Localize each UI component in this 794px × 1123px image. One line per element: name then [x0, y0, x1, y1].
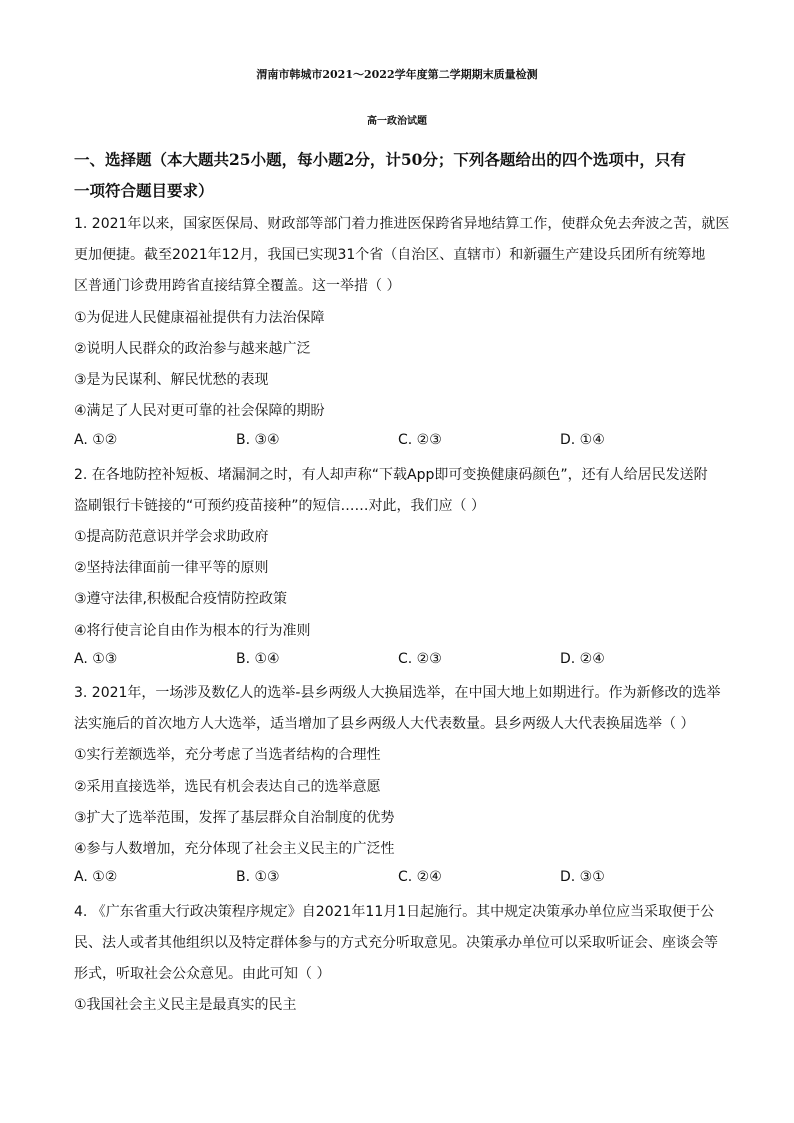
question-3-option-a: A. ①②: [74, 869, 118, 885]
question-1-stem-line-2: 更加便捷。截至2021年12月，我国已实现31个省（自治区、直辖市）和新疆生产建设兵团所有统筹地: [74, 247, 706, 263]
page-subtitle: 高一政治试题: [367, 116, 427, 127]
question-1-option-d: D. ①④: [560, 432, 605, 448]
question-3-item-1: ①实行差额选举，充分考虑了当选者结构的合理性: [74, 747, 381, 763]
question-2-item-2: ②坚持法律面前一律平等的原则: [74, 560, 269, 576]
question-3-option-b: B. ①③: [236, 869, 280, 885]
question-2-item-1: ①提高防范意识并学会求助政府: [74, 529, 269, 545]
question-4-stem-line-3: 形式，听取社会公众意见。由此可知（ ）: [74, 966, 331, 982]
question-4-item-1: ①我国社会主义民主是最真实的民主: [74, 997, 297, 1013]
question-1-stem-line-1: 1. 2021年以来，国家医保局、财政部等部门着力推进医保跨省异地结算工作，使群众免去奔波之苦，就医: [74, 216, 730, 232]
question-1-item-2: ②说明人民群众的政治参与越来越广泛: [74, 341, 311, 357]
question-2-stem-line-2: 盗刷银行卡链接的“可预约疫苗接种”的短信……对此，我们应（ ）: [74, 498, 485, 514]
question-3-option-c: C. ②④: [398, 869, 442, 885]
section-heading-line-2: 一项符合题目要求）: [74, 181, 214, 200]
question-2-item-4: ④将行使言论自由作为根本的行为准则: [74, 623, 311, 639]
section-heading-line-1: 一、选择题（本大题共25小题，每小题2分，计50分；下列各题给出的四个选项中，只有: [74, 150, 686, 169]
question-1-option-c: C. ②③: [398, 432, 442, 448]
question-4-stem-line-1: 4. 《广东省重大行政决策程序规定》自2021年11月1日起施行。其中规定决策承办单位应当采取便于公: [74, 904, 715, 920]
question-2-option-c: C. ②③: [398, 651, 442, 667]
question-1-item-1: ①为促进人民健康福祉提供有力法治保障: [74, 310, 325, 326]
question-1-stem-line-3: 区普通门诊费用跨省直接结算全覆盖。这一举措（ ）: [74, 278, 401, 294]
question-3-item-3: ③扩大了选举范围，发挥了基层群众自治制度的优势: [74, 810, 395, 826]
question-1-option-a: A. ①②: [74, 432, 118, 448]
question-2-item-3: ③遵守法律,积极配合疫情防控政策: [74, 591, 288, 607]
question-1-item-3: ③是为民谋利、解民忧愁的表现: [74, 372, 269, 388]
question-3-option-d: D. ③①: [560, 869, 605, 885]
section-heading: [74, 144, 726, 206]
question-2-option-b: B. ①④: [236, 651, 280, 667]
question-3-stem-line-2: 法实施后的首次地方人大选举，适当增加了县乡两级人大代表数量。县乡两级人大代表换届选举（ ）: [74, 716, 695, 732]
question-2-stem-line-1: 2. 在各地防控补短板、堵漏洞之时，有人却声称“下载App即可变换健康码颜色”，还有人给居民发送附: [74, 467, 708, 483]
question-3-item-4: ④参与人数增加，充分体现了社会主义民主的广泛性: [74, 841, 395, 857]
question-1-item-4: ④满足了人民对更可靠的社会保障的期盼: [74, 403, 325, 419]
question-1-option-b: B. ③④: [236, 432, 280, 448]
page-title: 渭南市韩城市2021～2022学年度第二学期期末质量检测: [256, 68, 538, 81]
question-3-item-2: ②采用直接选举，选民有机会表达自己的选举意愿: [74, 779, 381, 795]
question-3-stem-line-1: 3. 2021年，一场涉及数亿人的选举-县乡两级人大换届选举，在中国大地上如期进行。作为新修改的选举: [74, 685, 721, 701]
question-2-option-a: A. ①③: [74, 651, 118, 667]
question-4-stem-line-2: 民、法人或者其他组织以及特定群体参与的方式充分听取意见。决策承办单位可以采取听证会、座谈会等: [74, 935, 718, 951]
question-2-option-d: D. ②④: [560, 651, 605, 667]
